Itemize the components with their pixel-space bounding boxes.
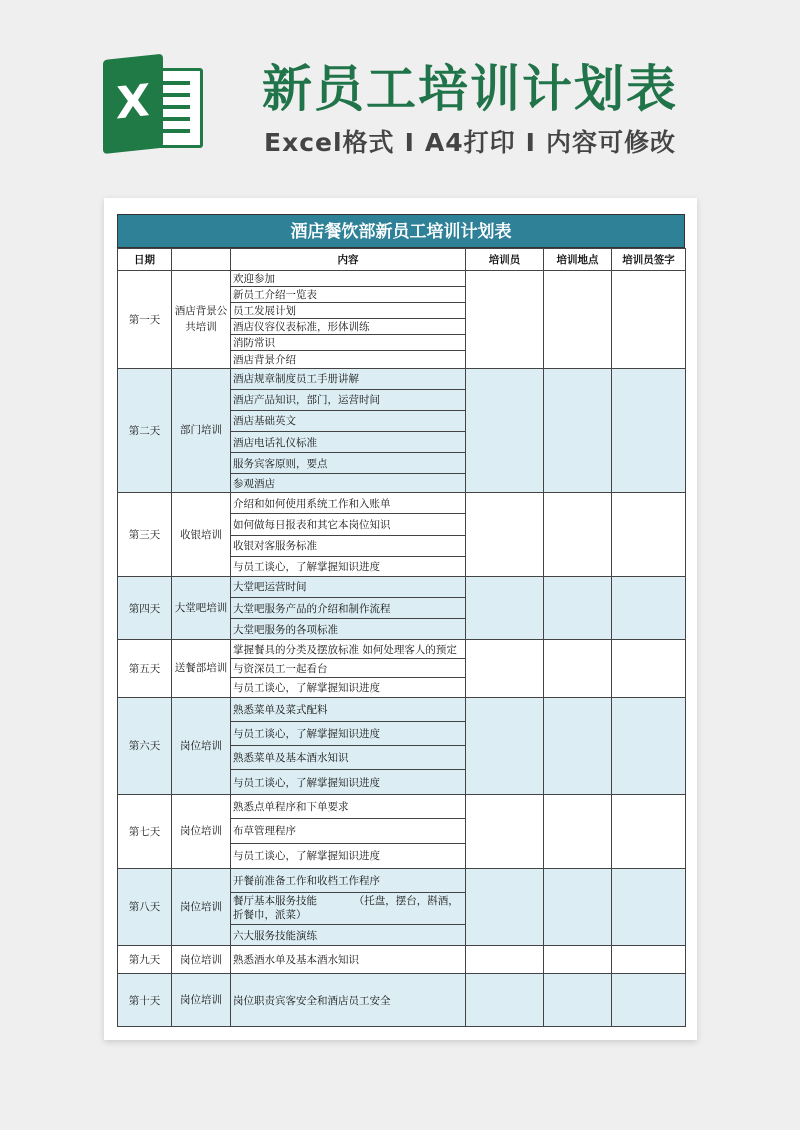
content-cell: 熟悉酒水单及基本酒水知识 <box>231 946 466 974</box>
location-cell[interactable] <box>544 697 612 795</box>
training-type-cell: 部门培训 <box>172 368 231 493</box>
location-cell[interactable] <box>544 493 612 577</box>
signature-cell[interactable] <box>612 974 686 1027</box>
content-cell: 酒店背景介绍 <box>231 351 466 368</box>
col-header-date: 日期 <box>118 249 172 271</box>
signature-cell[interactable] <box>612 271 686 369</box>
location-cell[interactable] <box>544 576 612 639</box>
day-cell: 第四天 <box>118 576 172 639</box>
signature-cell[interactable] <box>612 368 686 493</box>
training-type-cell: 大堂吧培训 <box>172 576 231 639</box>
trainer-cell[interactable] <box>466 946 544 974</box>
content-cell: 与员工谈心，了解掌握知识进度 <box>231 843 466 868</box>
location-cell[interactable] <box>544 946 612 974</box>
logo-letter: X <box>116 75 150 130</box>
day-cell: 第六天 <box>118 697 172 795</box>
day-cell: 第八天 <box>118 868 172 945</box>
trainer-cell[interactable] <box>466 795 544 868</box>
training-type-cell: 岗位培训 <box>172 974 231 1027</box>
content-cell: 酒店产品知识，部门，运营时间 <box>231 389 466 410</box>
table-row <box>118 640 686 659</box>
location-cell[interactable] <box>544 868 612 945</box>
content-cell: 大堂吧运营时间 <box>231 576 466 597</box>
col-header-content: 内容 <box>231 249 466 271</box>
col-header-signature: 培训员签字 <box>612 249 686 271</box>
col-header-type <box>172 249 231 271</box>
location-cell[interactable] <box>544 640 612 697</box>
subtitle-editable: 内容可修改 <box>545 128 676 157</box>
content-cell: 与员工谈心，了解掌握知识进度 <box>231 770 466 795</box>
subtitle <box>264 126 676 160</box>
table-row <box>118 946 686 974</box>
training-type-cell: 岗位培训 <box>172 868 231 945</box>
training-type-cell: 收银培训 <box>172 493 231 577</box>
content-cell: 酒店基础英文 <box>231 410 466 431</box>
location-cell[interactable] <box>544 795 612 868</box>
trainer-cell[interactable] <box>466 974 544 1027</box>
content-cell: 新员工介绍一览表 <box>231 287 466 303</box>
content-cell: 与员工谈心，了解掌握知识进度 <box>231 721 466 745</box>
location-cell[interactable] <box>544 271 612 369</box>
content-cell: 掌握餐具的分类及摆放标准 如何处理客人的预定 <box>231 640 466 659</box>
content-cell: 员工发展计划 <box>231 303 466 319</box>
table-row <box>118 493 686 514</box>
content-cell: 与资深员工一起看台 <box>231 659 466 678</box>
day-cell: 第九天 <box>118 946 172 974</box>
signature-cell[interactable] <box>612 697 686 795</box>
day-cell: 第十天 <box>118 974 172 1027</box>
training-type-cell: 岗位培训 <box>172 697 231 795</box>
location-cell[interactable] <box>544 974 612 1027</box>
content-cell: 大堂吧服务的各项标准 <box>231 619 466 640</box>
training-table <box>117 248 686 1027</box>
subtitle-print: A4打印 <box>424 128 516 157</box>
table-row <box>118 576 686 597</box>
signature-cell[interactable] <box>612 795 686 868</box>
col-header-trainer: 培训员 <box>466 249 544 271</box>
content-cell: 熟悉点单程序和下单要求 <box>231 795 466 819</box>
signature-cell[interactable] <box>612 946 686 974</box>
table-body <box>118 271 686 1027</box>
content-cell: 熟悉菜单及基本酒水知识 <box>231 745 466 769</box>
signature-cell[interactable] <box>612 640 686 697</box>
trainer-cell[interactable] <box>466 368 544 493</box>
subtitle-format: Excel格式 <box>264 128 395 157</box>
table-row <box>118 271 686 287</box>
trainer-cell[interactable] <box>466 271 544 369</box>
content-cell: 服务宾客原则，要点 <box>231 453 466 474</box>
content-cell: 酒店仪容仪表标准，形体训练 <box>231 319 466 335</box>
content-cell: 参观酒店 <box>231 474 466 493</box>
day-cell: 第一天 <box>118 271 172 369</box>
table-row <box>118 974 686 1027</box>
content-cell: 介绍和如何使用系统工作和入账单 <box>231 493 466 514</box>
content-cell: 欢迎参加 <box>231 271 466 287</box>
content-cell: 熟悉菜单及菜式配料 <box>231 697 466 721</box>
training-sheet <box>117 214 685 1027</box>
content-cell: 餐厅基本服务技能 （托盘，摆台，斟酒，折餐巾，派菜） <box>231 892 466 924</box>
day-cell: 第二天 <box>118 368 172 493</box>
content-cell: 开餐前准备工作和收档工作程序 <box>231 868 466 892</box>
excel-badge <box>103 54 163 154</box>
day-cell: 第五天 <box>118 640 172 697</box>
trainer-cell[interactable] <box>466 640 544 697</box>
content-cell: 与员工谈心，了解掌握知识进度 <box>231 678 466 697</box>
subtitle-separator: I <box>404 128 415 157</box>
content-cell: 岗位职责宾客安全和酒店员工安全 <box>231 974 466 1027</box>
signature-cell[interactable] <box>612 493 686 577</box>
excel-logo-icon <box>103 60 203 154</box>
training-type-cell: 岗位培训 <box>172 795 231 868</box>
content-cell: 酒店电话礼仪标准 <box>231 431 466 452</box>
trainer-cell[interactable] <box>466 697 544 795</box>
table-row <box>118 868 686 892</box>
sheet-title: 酒店餐饮部新员工培训计划表 <box>117 214 685 248</box>
table-row <box>118 795 686 819</box>
signature-cell[interactable] <box>612 576 686 639</box>
trainer-cell[interactable] <box>466 868 544 945</box>
col-header-location: 培训地点 <box>544 249 612 271</box>
day-cell: 第七天 <box>118 795 172 868</box>
training-type-cell: 酒店背景公共培训 <box>172 271 231 369</box>
content-cell: 消防常识 <box>231 335 466 351</box>
table-header-row <box>118 249 686 271</box>
trainer-cell[interactable] <box>466 576 544 639</box>
content-cell: 与员工谈心，了解掌握知识进度 <box>231 556 466 576</box>
content-cell: 六大服务技能演练 <box>231 925 466 946</box>
content-cell: 如何做每日报表和其它本岗位知识 <box>231 514 466 535</box>
table-row <box>118 368 686 389</box>
content-cell: 收银对客服务标准 <box>231 535 466 556</box>
content-cell: 大堂吧服务产品的介绍和制作流程 <box>231 597 466 618</box>
day-cell: 第三天 <box>118 493 172 577</box>
content-cell: 布草管理程序 <box>231 819 466 843</box>
subtitle-separator: I <box>525 128 536 157</box>
location-cell[interactable] <box>544 368 612 493</box>
content-cell: 酒店规章制度员工手册讲解 <box>231 368 466 389</box>
training-type-cell: 送餐部培训 <box>172 640 231 697</box>
trainer-cell[interactable] <box>466 493 544 577</box>
training-type-cell: 岗位培训 <box>172 946 231 974</box>
signature-cell[interactable] <box>612 868 686 945</box>
table-row <box>118 697 686 721</box>
page-title: 新员工培训计划表 <box>262 60 678 118</box>
